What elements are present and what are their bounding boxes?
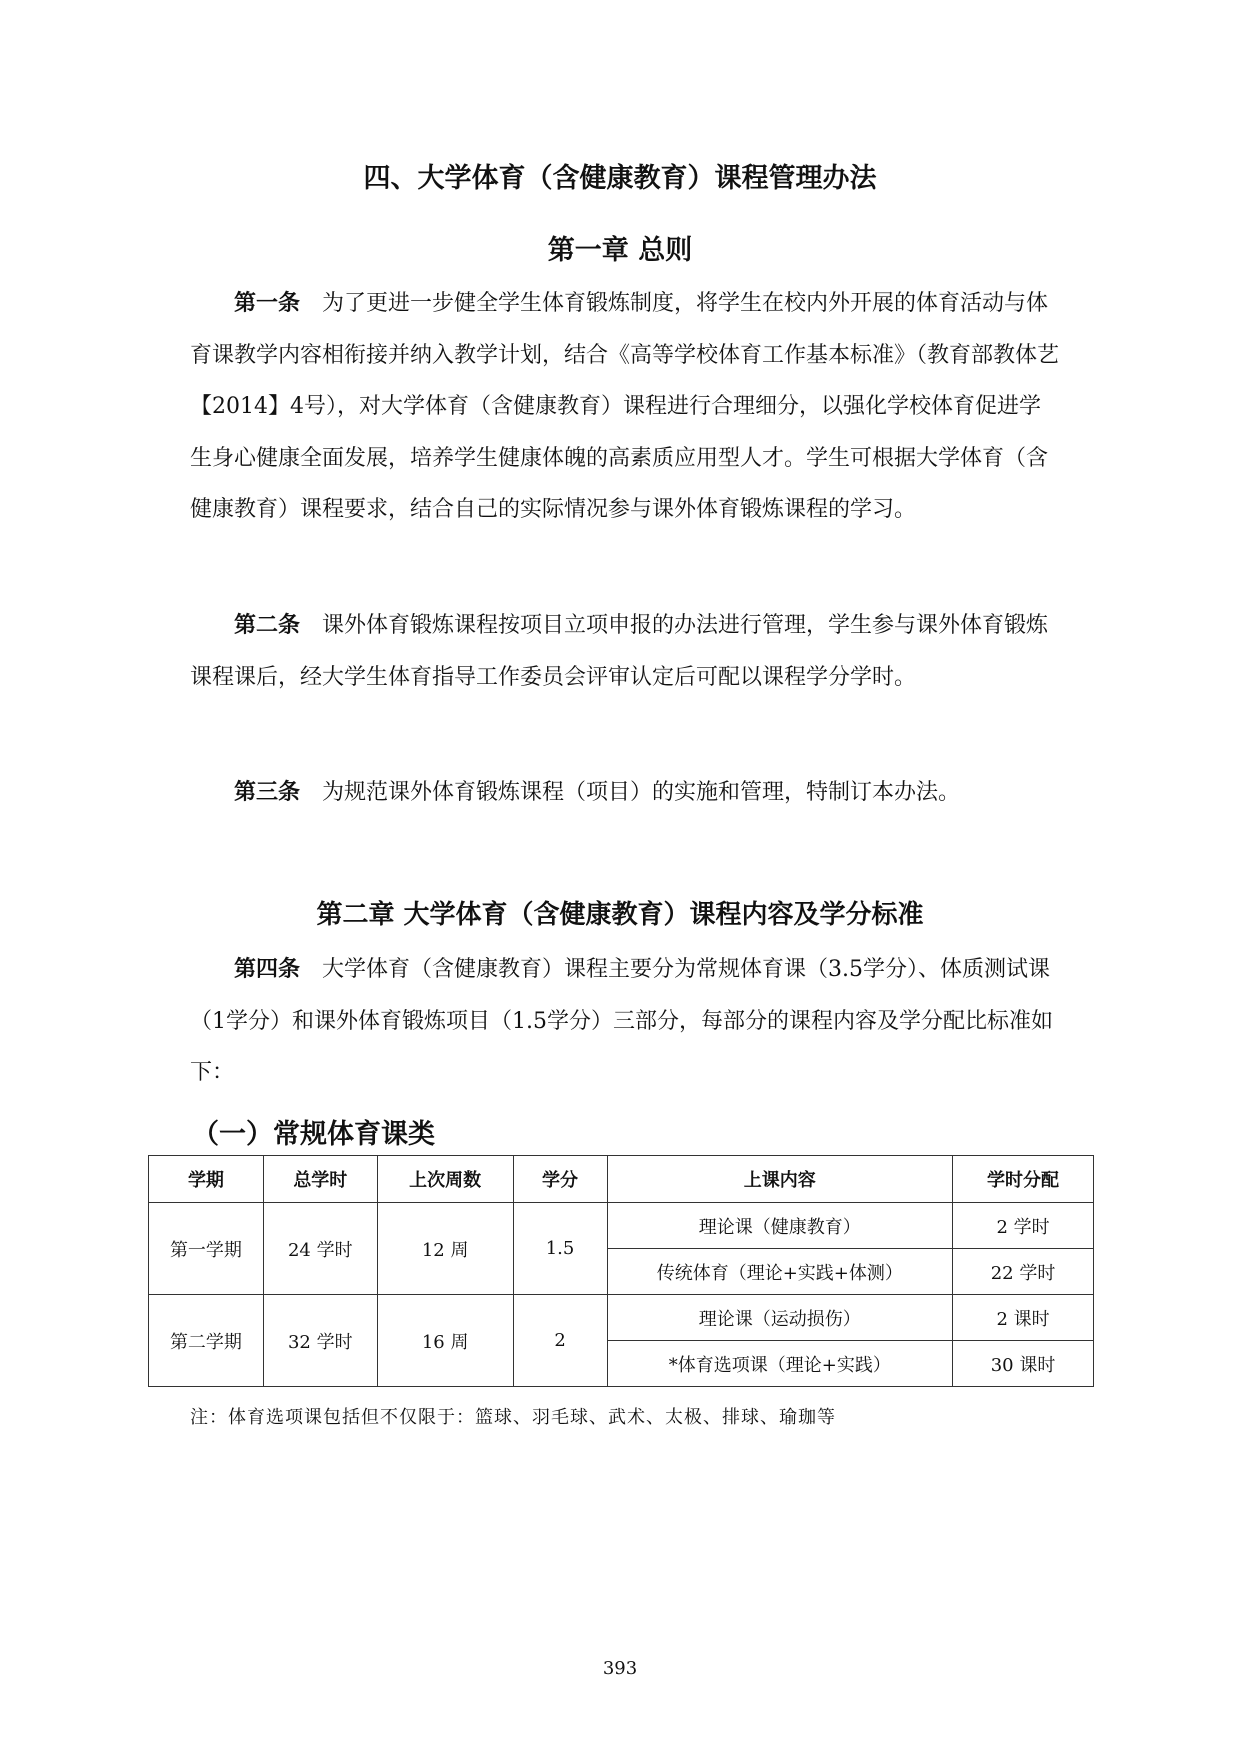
- hour-allocation: 22 学时: [953, 1249, 1094, 1295]
- credits: 2: [513, 1295, 607, 1387]
- article-2-text: 课外体育锻炼课程按项目立项申报的办法进行管理，学生参与课外体育锻炼课程课后，经大学生体育指导工作委员会评审认定后可配以课程学分学时。: [190, 613, 1049, 690]
- course-content: 理论课（运动损伤）: [607, 1295, 953, 1341]
- article-2: [190, 600, 1060, 703]
- article-4-label: 第四条: [234, 957, 301, 982]
- semester-name: 第二学期: [149, 1295, 264, 1387]
- article-1-label: 第一条: [234, 291, 301, 316]
- semester-name: 第一学期: [149, 1203, 264, 1295]
- header-total-hours: 总学时: [263, 1156, 377, 1203]
- hour-allocation: 30 课时: [953, 1341, 1094, 1387]
- article-1-text: 为了更进一步健全学生体育锻炼制度，将学生在校内外开展的体育活动与体育课教学内容相衔接并纳入教学计划，结合《高等学校体育工作基本标准》（教育部教体艺【2014】4号），对大学体育（含健康教育）课程进行合理细分，以强化学校体育促进学生身心健康全面发展，培养学生健康体魄的高素质应用型人才。学生可根据大学体育（含健康教育）课程要求，结合自己的实际情况参与课外体育锻炼课程的学习。: [190, 291, 1060, 522]
- header-content: 上课内容: [607, 1156, 953, 1203]
- course-content: 传统体育（理论+实践+体测）: [607, 1249, 953, 1295]
- hour-allocation: 2 课时: [953, 1295, 1094, 1341]
- article-3: [190, 767, 1060, 819]
- course-content: *体育选项课（理论+实践）: [607, 1341, 953, 1387]
- credits: 1.5: [513, 1203, 607, 1295]
- credit-table: [148, 1155, 1094, 1387]
- article-4-text: 大学体育（含健康教育）课程主要分为常规体育课（3.5学分）、体质测试课（1学分）和课外体育锻炼项目（1.5学分）三部分，每部分的课程内容及学分配比标准如下：: [190, 957, 1053, 1085]
- course-content: 理论课（健康教育）: [607, 1203, 953, 1249]
- page-number: 393: [602, 1658, 638, 1679]
- table-header-row: [149, 1156, 1094, 1203]
- section-1-title: （一）常规体育课类: [192, 1119, 435, 1150]
- header-credits: 学分: [513, 1156, 607, 1203]
- table-note: 注：体育选项课包括但不仅限于：篮球、羽毛球、武术、太极、排球、瑜珈等: [190, 1407, 836, 1428]
- header-weeks: 上次周数: [377, 1156, 513, 1203]
- header-hour-allocation: 学时分配: [953, 1156, 1094, 1203]
- article-3-text: 为规范课外体育锻炼课程（项目）的实施和管理，特制订本办法。: [322, 780, 961, 805]
- hour-allocation: 2 学时: [953, 1203, 1094, 1249]
- header-semester: 学期: [149, 1156, 264, 1203]
- article-4: [190, 944, 1060, 1099]
- chapter-1-title: 第一章 总则: [547, 235, 693, 266]
- document-title: 四、大学体育（含健康教育）课程管理办法: [363, 163, 877, 194]
- table-row: [149, 1295, 1094, 1341]
- table-row: [149, 1203, 1094, 1249]
- weeks: 12 周: [377, 1203, 513, 1295]
- article-1: [190, 278, 1060, 536]
- weeks: 16 周: [377, 1295, 513, 1387]
- article-2-label: 第二条: [234, 613, 301, 638]
- total-hours: 32 学时: [263, 1295, 377, 1387]
- chapter-2-title: 第二章 大学体育（含健康教育）课程内容及学分标准: [316, 900, 924, 930]
- article-3-label: 第三条: [234, 780, 301, 805]
- total-hours: 24 学时: [263, 1203, 377, 1295]
